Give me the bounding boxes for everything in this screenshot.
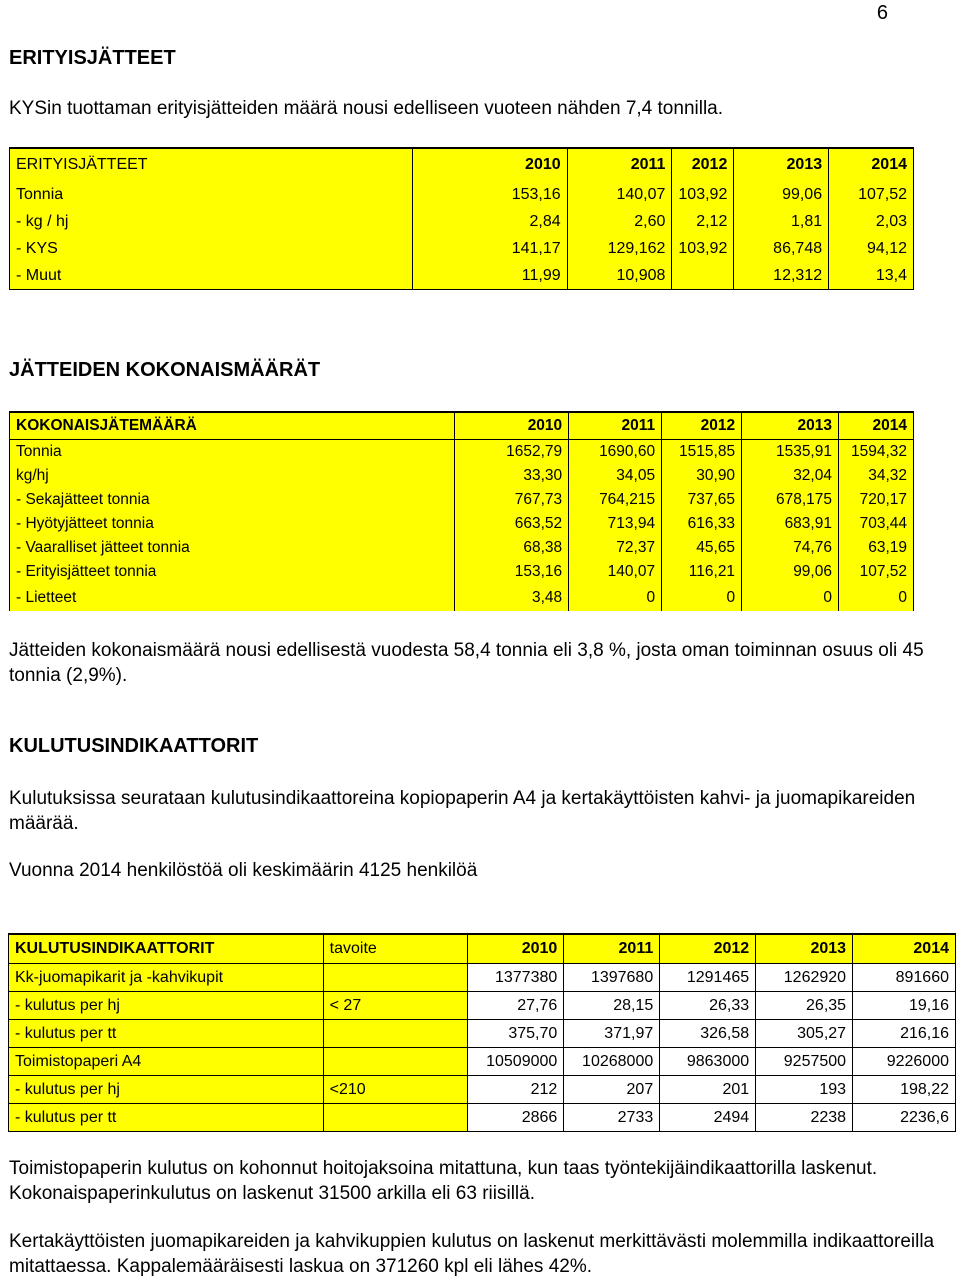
value-cell: 616,33	[662, 512, 742, 536]
value-cell: 107,52	[838, 560, 913, 584]
section-heading-erityisjatteet: ERITYISJÄTTEET	[9, 47, 176, 69]
table-row	[9, 1104, 956, 1132]
row-label: - kulutus per hj	[9, 1076, 324, 1104]
value-cell: 1397680	[564, 964, 660, 992]
value-cell: 33,30	[455, 464, 569, 488]
value-cell: 141,17	[413, 235, 567, 262]
table-row	[10, 262, 914, 290]
table-row	[10, 584, 914, 611]
value-cell: 10268000	[564, 1048, 660, 1076]
value-cell: 34,32	[838, 464, 913, 488]
value-cell: 9257500	[756, 1048, 853, 1076]
value-cell: 129,162	[567, 235, 672, 262]
value-cell: 99,06	[734, 181, 829, 208]
value-cell: 45,65	[662, 536, 742, 560]
value-cell: 1535,91	[742, 440, 839, 465]
target-cell	[323, 1020, 468, 1048]
value-cell: 2238	[756, 1104, 853, 1132]
value-cell: 2,60	[567, 208, 672, 235]
value-cell: 1291465	[660, 964, 756, 992]
header-cell: 2012	[672, 148, 734, 181]
value-cell: 140,07	[569, 560, 662, 584]
value-cell	[672, 262, 734, 290]
value-cell: 1652,79	[455, 440, 569, 465]
header-cell: 2013	[742, 412, 839, 440]
value-cell: 140,07	[567, 181, 672, 208]
staff-count-paragraph: Vuonna 2014 henkilöstöä oli keskimäärin 4125 henkilöä	[9, 860, 478, 881]
target-cell: < 27	[323, 992, 468, 1020]
value-cell: 1262920	[756, 964, 853, 992]
value-cell: 153,16	[413, 181, 567, 208]
table-row	[10, 464, 914, 488]
value-cell: 1377380	[468, 964, 564, 992]
intro-paragraph: KYSin tuottaman erityisjätteiden määrä nousi edelliseen vuoteen nähden 7,4 tonnilla.	[9, 98, 724, 119]
header-cell: 2010	[468, 934, 564, 964]
header-cell: KOKONAISJÄTEMÄÄRÄ	[10, 412, 455, 440]
value-cell: 2236,6	[853, 1104, 956, 1132]
kulutusindikaattorit-table	[8, 933, 956, 1132]
value-cell: 10,908	[567, 262, 672, 290]
header-cell: 2013	[756, 934, 853, 964]
value-cell: 27,76	[468, 992, 564, 1020]
value-cell: 216,16	[853, 1020, 956, 1048]
table-row	[10, 488, 914, 512]
value-cell: 34,05	[569, 464, 662, 488]
value-cell: 13,4	[829, 262, 914, 290]
row-label: Kk-juomapikarit ja -kahvikupit	[9, 964, 324, 992]
target-cell	[323, 1048, 468, 1076]
value-cell: 2494	[660, 1104, 756, 1132]
target-cell	[323, 1104, 468, 1132]
row-label: - Sekajätteet tonnia	[10, 488, 455, 512]
value-cell: 103,92	[672, 235, 734, 262]
value-cell: 26,33	[660, 992, 756, 1020]
value-cell: 193	[756, 1076, 853, 1104]
value-cell: 326,58	[660, 1020, 756, 1048]
row-label: - Erityisjätteet tonnia	[10, 560, 455, 584]
value-cell: 28,15	[564, 992, 660, 1020]
value-cell: 2,84	[413, 208, 567, 235]
value-cell: 11,99	[413, 262, 567, 290]
row-label: - kulutus per hj	[9, 992, 324, 1020]
value-cell: 9863000	[660, 1048, 756, 1076]
table-row	[9, 1048, 956, 1076]
header-cell: tavoite	[323, 934, 468, 964]
value-cell: 19,16	[853, 992, 956, 1020]
value-cell: 1515,85	[662, 440, 742, 465]
value-cell: 201	[660, 1076, 756, 1104]
header-cell: ERITYISJÄTTEET	[10, 148, 413, 181]
target-cell	[323, 964, 468, 992]
value-cell: 764,215	[569, 488, 662, 512]
table-row	[10, 208, 914, 235]
table-header-row	[9, 934, 956, 964]
value-cell: 2866	[468, 1104, 564, 1132]
table-row	[10, 536, 914, 560]
value-cell: 153,16	[455, 560, 569, 584]
indicator-intro-paragraph: Kulutuksissa seurataan kulutusindikaattoreina kopiopaperin A4 ja kertakäyttöisten kahvi- ja juomapikareiden määrää.	[9, 788, 916, 834]
header-cell: 2012	[662, 412, 742, 440]
header-cell: 2010	[455, 412, 569, 440]
row-label: Toimistopaperi A4	[9, 1048, 324, 1076]
value-cell: 720,17	[838, 488, 913, 512]
page-number: 6	[876, 2, 888, 24]
value-cell: 0	[742, 584, 839, 611]
header-cell: 2011	[569, 412, 662, 440]
value-cell: 1690,60	[569, 440, 662, 465]
value-cell: 9226000	[853, 1048, 956, 1076]
value-cell: 107,52	[829, 181, 914, 208]
target-cell: <210	[323, 1076, 468, 1104]
table-header-row	[10, 148, 914, 181]
value-cell: 116,21	[662, 560, 742, 584]
value-cell: 68,38	[455, 536, 569, 560]
table-row	[9, 1076, 956, 1104]
value-cell: 2,03	[829, 208, 914, 235]
value-cell: 2,12	[672, 208, 734, 235]
value-cell: 103,92	[672, 181, 734, 208]
value-cell: 10509000	[468, 1048, 564, 1076]
value-cell: 371,97	[564, 1020, 660, 1048]
value-cell: 375,70	[468, 1020, 564, 1048]
value-cell: 1594,32	[838, 440, 913, 465]
value-cell: 678,175	[742, 488, 839, 512]
value-cell: 72,37	[569, 536, 662, 560]
value-cell: 99,06	[742, 560, 839, 584]
row-label: - Lietteet	[10, 584, 455, 611]
row-label: Tonnia	[10, 440, 455, 465]
value-cell: 207	[564, 1076, 660, 1104]
header-cell: 2011	[564, 934, 660, 964]
table-row	[10, 560, 914, 584]
value-cell: 305,27	[756, 1020, 853, 1048]
value-cell: 737,65	[662, 488, 742, 512]
value-cell: 683,91	[742, 512, 839, 536]
value-cell: 2733	[564, 1104, 660, 1132]
value-cell: 198,22	[853, 1076, 956, 1104]
value-cell: 12,312	[734, 262, 829, 290]
header-cell: 2014	[829, 148, 914, 181]
header-cell: 2013	[734, 148, 829, 181]
row-label: - kg / hj	[10, 208, 413, 235]
header-cell: 2014	[838, 412, 913, 440]
value-cell: 86,748	[734, 235, 829, 262]
value-cell: 212	[468, 1076, 564, 1104]
table-row	[10, 235, 914, 262]
row-label: kg/hj	[10, 464, 455, 488]
value-cell: 30,90	[662, 464, 742, 488]
row-label: Tonnia	[10, 181, 413, 208]
table-row	[9, 964, 956, 992]
value-cell: 891660	[853, 964, 956, 992]
row-label: - KYS	[10, 235, 413, 262]
header-cell: 2011	[567, 148, 672, 181]
table-header-row	[10, 412, 914, 440]
row-label: - Muut	[10, 262, 413, 290]
erityisjatteet-table	[9, 147, 914, 290]
value-cell: 663,52	[455, 512, 569, 536]
header-cell: 2012	[660, 934, 756, 964]
row-label: - kulutus per tt	[9, 1104, 324, 1132]
value-cell: 1,81	[734, 208, 829, 235]
cup-consumption-paragraph: Kertakäyttöisten juomapikareiden ja kahvikuppien kulutus on laskenut merkittävästi molemmilla indikaattoreilla mitattaessa. Kappalemääräisesti laskua on 371260 kpl eli lähes 42%.	[9, 1231, 935, 1277]
value-cell: 767,73	[455, 488, 569, 512]
total-summary-paragraph: Jätteiden kokonaismäärä nousi edellisestä vuodesta 58,4 tonnia eli 3,8 %, josta oman toiminnan osuus oli 45 tonnia (2,9%).	[9, 640, 924, 686]
kokonaismaara-table	[9, 411, 914, 611]
table-row	[10, 181, 914, 208]
section-heading-kulutusindikaattorit: KULUTUSINDIKAATTORIT	[9, 735, 259, 757]
table-row	[10, 512, 914, 536]
value-cell: 0	[662, 584, 742, 611]
table-row	[10, 440, 914, 465]
value-cell: 703,44	[838, 512, 913, 536]
section-heading-kokonaismaarat: JÄTTEIDEN KOKONAISMÄÄRÄT	[9, 359, 321, 381]
value-cell: 0	[838, 584, 913, 611]
table-row	[9, 1020, 956, 1048]
paper-consumption-paragraph: Toimistopaperin kulutus on kohonnut hoitojaksoina mitattuna, kun taas työntekijäindikaattorilla laskenut. Kokonaispaperinkulutus on laskenut 31500 arkilla eli 63 riisillä.	[9, 1158, 878, 1204]
row-label: - kulutus per tt	[9, 1020, 324, 1048]
value-cell: 74,76	[742, 536, 839, 560]
value-cell: 713,94	[569, 512, 662, 536]
row-label: - Hyötyjätteet tonnia	[10, 512, 455, 536]
value-cell: 3,48	[455, 584, 569, 611]
value-cell: 0	[569, 584, 662, 611]
header-cell: 2010	[413, 148, 567, 181]
table-row	[9, 992, 956, 1020]
header-cell: KULUTUSINDIKAATTORIT	[9, 934, 324, 964]
value-cell: 26,35	[756, 992, 853, 1020]
row-label: - Vaaralliset jätteet tonnia	[10, 536, 455, 560]
header-cell: 2014	[853, 934, 956, 964]
value-cell: 32,04	[742, 464, 839, 488]
value-cell: 63,19	[838, 536, 913, 560]
value-cell: 94,12	[829, 235, 914, 262]
